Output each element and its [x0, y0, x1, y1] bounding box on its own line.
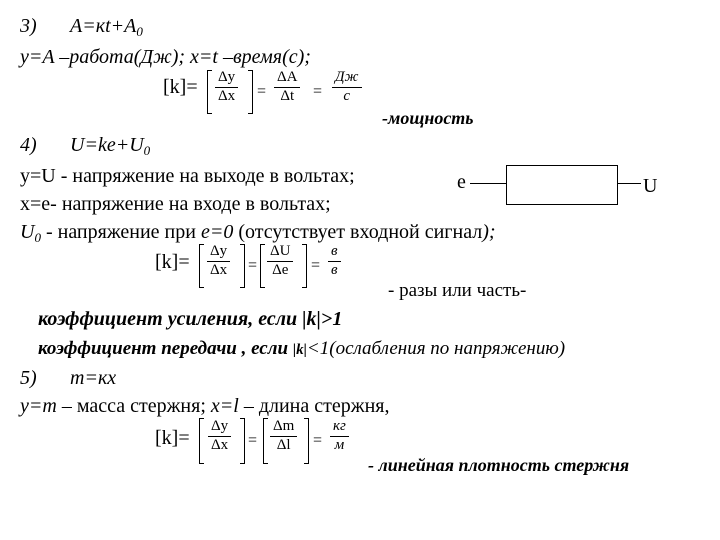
s5-bracket-left: [199, 418, 204, 464]
s4-fraction-3: в в: [328, 244, 341, 278]
gain-condition: [38, 309, 342, 329]
s4-input-def: x=e- напряжение на входе в вольтах;: [20, 193, 331, 215]
s4-bracket2-right: [302, 244, 307, 288]
diagram-input-label: e: [457, 171, 466, 193]
s4-result: - разы или часть-: [388, 280, 527, 301]
s5-mass-text: – масса стержня;: [56, 395, 211, 417]
s5-x-def: x=l: [210, 395, 239, 417]
s5-y-def: y=m: [20, 395, 57, 417]
transfer-bound: <1(ослабления по напряжению): [306, 338, 566, 359]
s3-formula: [70, 15, 143, 39]
s5-equals-2: =: [313, 432, 323, 449]
s4-offset-sub: 0: [34, 230, 41, 245]
s3-result: -мощность: [382, 108, 474, 128]
s4-formula: [70, 134, 151, 158]
s5-number: 5): [20, 367, 37, 389]
transfer-text: коэффициент передачи , если: [38, 338, 293, 359]
diagram-output-label: U: [643, 175, 658, 197]
s4-offset-text: - напряжение при: [40, 221, 201, 243]
transfer-condition: [38, 339, 565, 358]
s5-fraction-3: кг м: [330, 419, 349, 453]
s4-offset-note: (отсутствует входной сигнал: [233, 221, 483, 243]
s4-fraction-1: Δy Δx: [207, 244, 230, 278]
s4-bracket-right: [240, 244, 245, 288]
s4-number: 4): [20, 134, 37, 156]
s3-formula-sub: 0: [136, 24, 143, 39]
s4-offset-end: );: [482, 221, 496, 243]
s5-bracket-right: [240, 418, 245, 464]
s4-formula-sub: 0: [143, 143, 151, 158]
s4-formula-main: U=ke+U: [70, 134, 144, 156]
s3-bracket-left: [207, 70, 212, 114]
s5-result: - линейная плотность стержня: [368, 455, 630, 475]
s3-fraction-1: Δy Δx: [215, 70, 238, 104]
s4-k-label: [k]=: [155, 251, 190, 273]
s3-bracket-right: [248, 70, 253, 114]
gain-bound: |>1: [316, 308, 343, 330]
s5-definition: [20, 396, 389, 416]
s3-fraction-3: Дж с: [332, 70, 362, 104]
s3-equals-2: =: [313, 83, 323, 100]
s3-equals-1: =: [257, 83, 267, 100]
s5-bracket2-right: [304, 418, 309, 464]
s5-length-text: – длина стержня,: [238, 395, 390, 417]
s3-fraction-2: ΔA Δt: [274, 70, 300, 104]
diagram-input-line: [470, 183, 506, 184]
gain-text: коэффициент усиления, если |: [38, 308, 307, 330]
gain-k: k: [306, 308, 317, 330]
s3-number: 3): [20, 15, 37, 37]
s5-bracket2-left: [263, 418, 268, 464]
s5-equals-1: =: [248, 432, 258, 449]
s5-formula: m=кx: [70, 367, 117, 389]
s4-bracket2-left: [260, 244, 265, 288]
s3-k-label: [k]=: [163, 76, 198, 98]
s4-equals-2: =: [311, 257, 321, 274]
s4-offset-symbol: U: [20, 221, 35, 243]
s5-fraction-1: Δy Δx: [208, 419, 231, 453]
s3-definition: y=A –работа(Дж); x=t –время(с);: [20, 46, 311, 68]
transfer-k: |k|: [292, 342, 307, 358]
s5-fraction-2: Δm Δl: [270, 419, 297, 453]
s4-fraction-2: ΔU Δe: [267, 244, 293, 278]
s3-formula-main: A=кt+A: [70, 15, 137, 37]
s4-offset-condition: e=0: [200, 221, 234, 243]
s4-output-def: y=U - напряжение на выходе в вольтах;: [20, 165, 355, 187]
s5-k-label: [k]=: [155, 427, 190, 449]
s4-equals-1: =: [248, 257, 258, 274]
diagram-block: [506, 165, 618, 205]
s4-offset-def: [20, 221, 496, 245]
diagram-output-line: [617, 183, 641, 184]
s4-bracket-left: [199, 244, 204, 288]
